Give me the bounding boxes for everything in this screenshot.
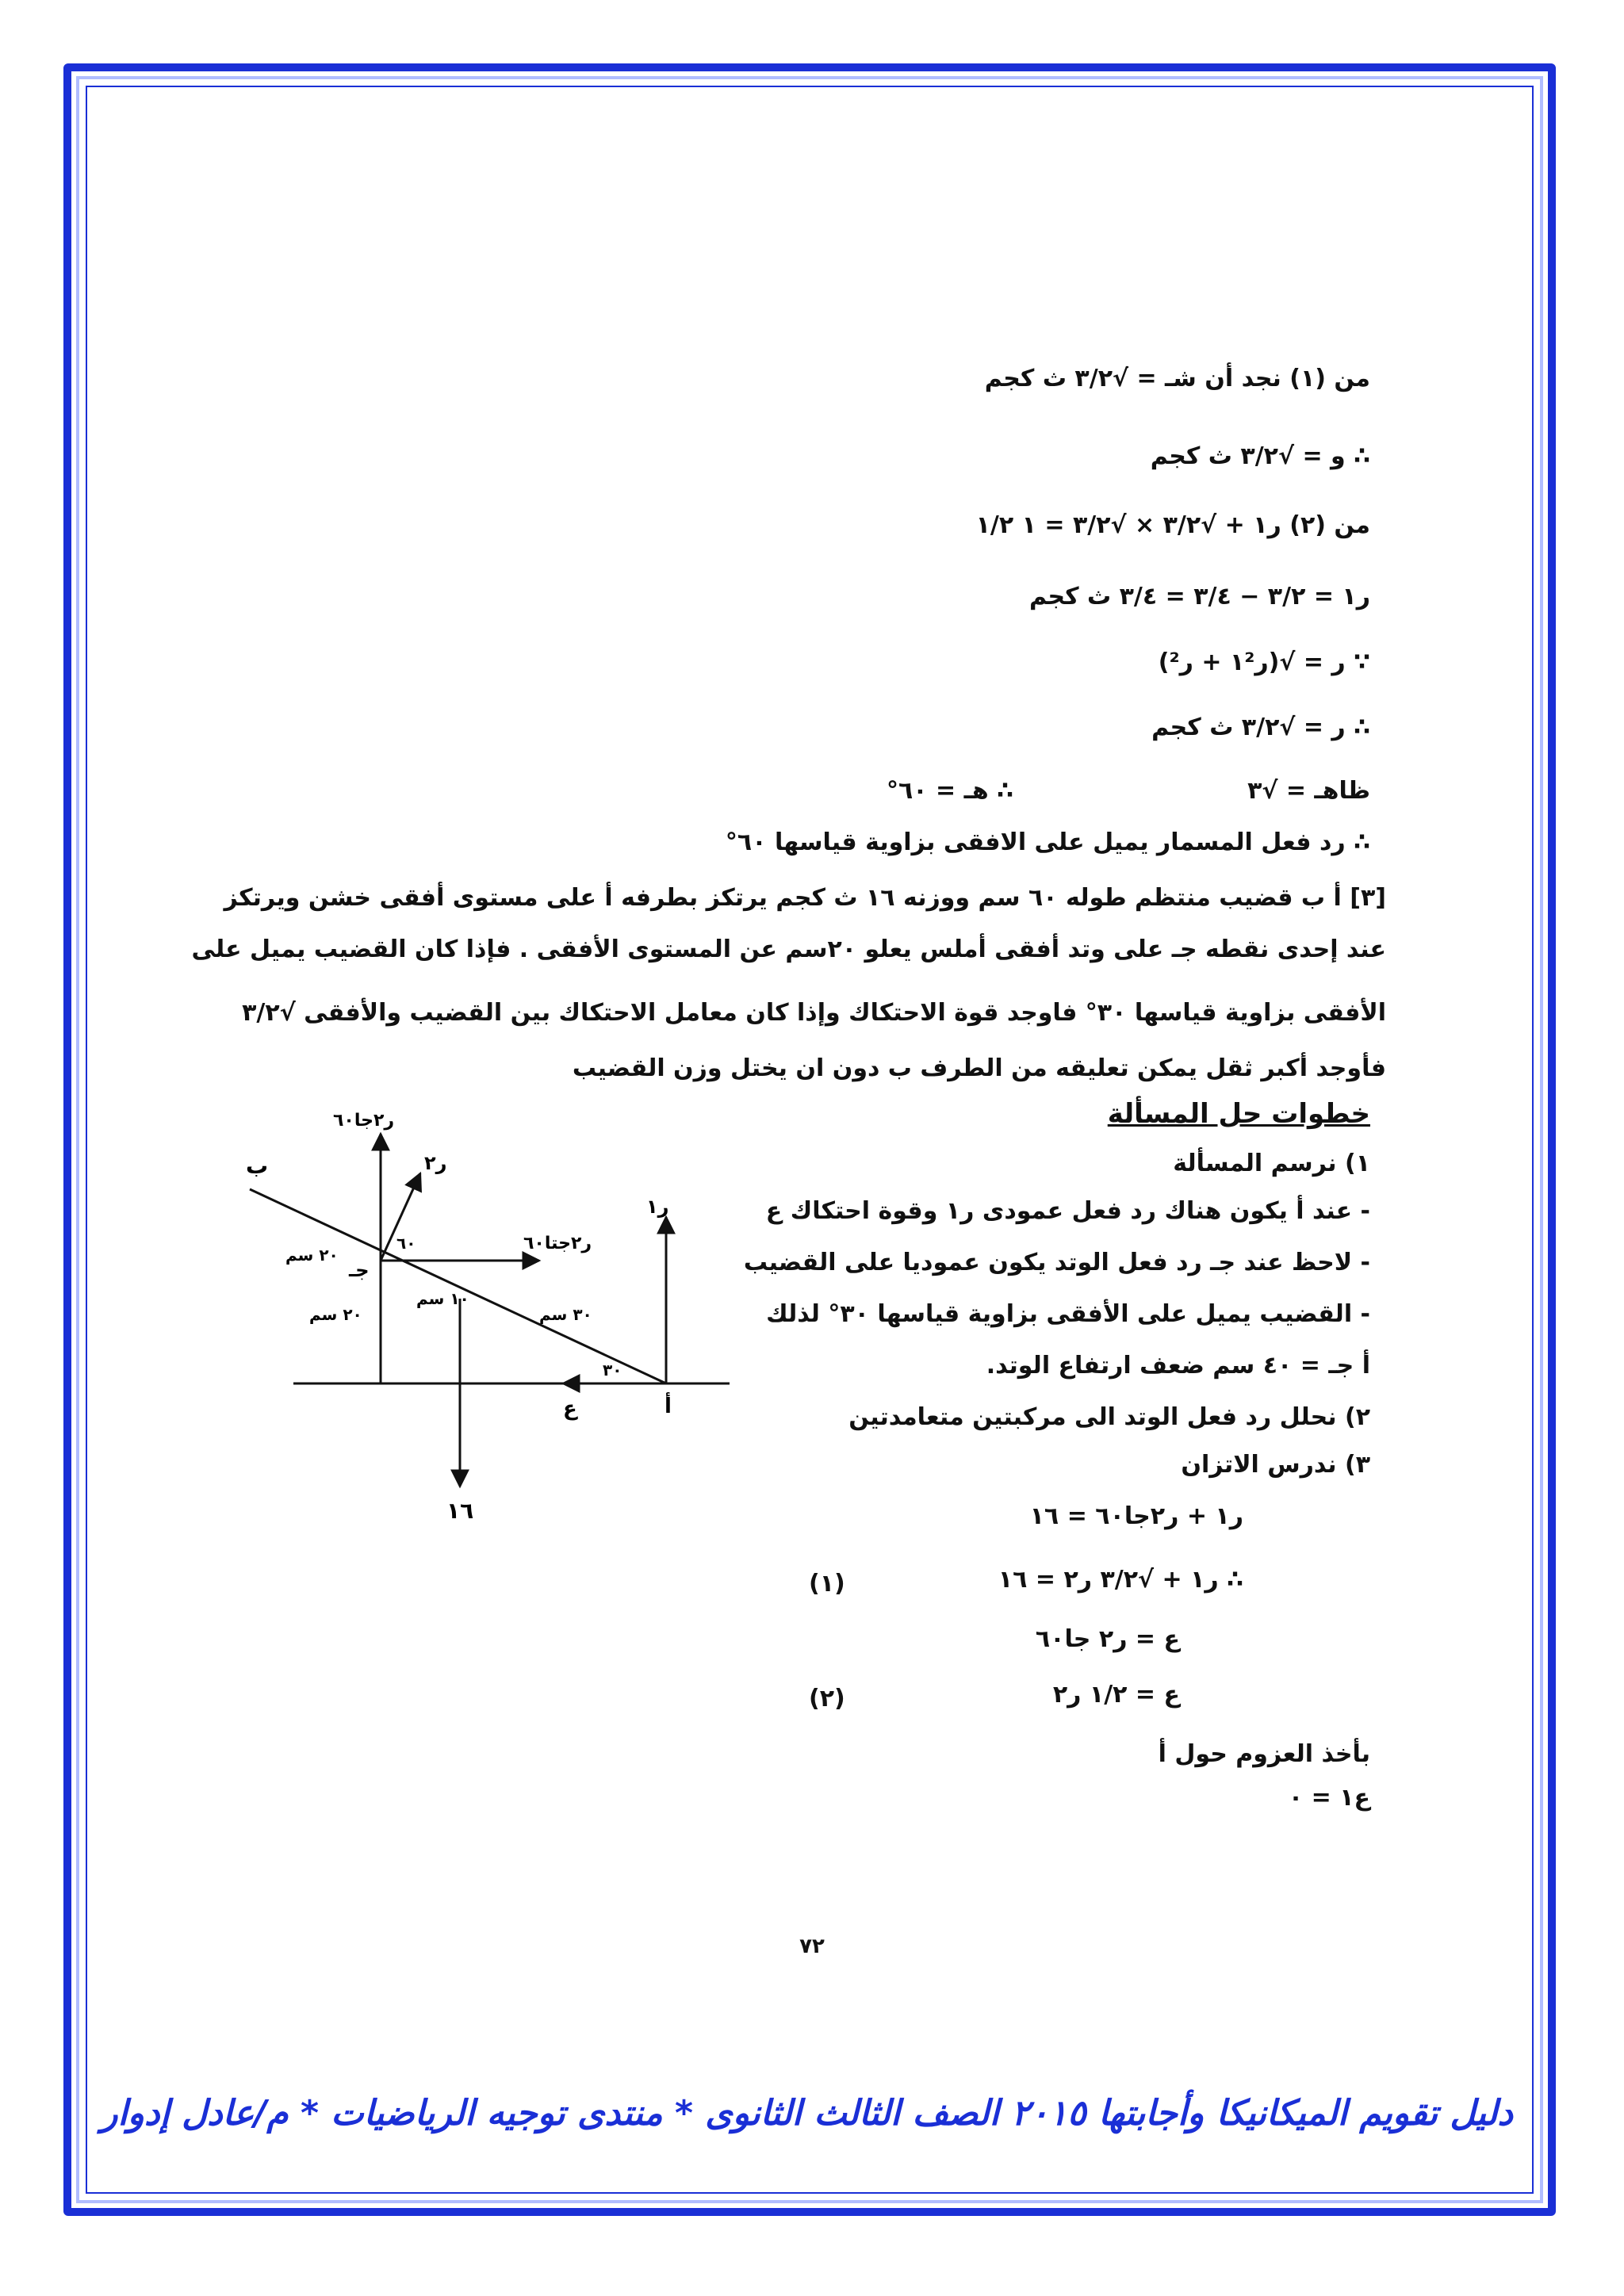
label-r2: ر٢: [424, 1152, 447, 1174]
equation-6: ع١ = ٠: [1288, 1784, 1370, 1812]
label-a: أ: [665, 1395, 672, 1418]
problem-line-3: الأفقى بزاوية قياسها ٣٠° فاوجد قوة الاحتكاك وإذا كان معامل الاحتكاك بين القضيب والأفقى √٣/٢: [242, 999, 1386, 1027]
problem-line-1: [٣] أ ب قضيب منتظم طوله ٦٠ سم ووزنه ١٦ ث كجم يرتكز بطرفه أ على مستوى أفقى خشن ويرتكز: [224, 884, 1386, 912]
step-2: ٢) نحلل رد فعل الوتد الى مركبتين متعامدتين: [848, 1403, 1370, 1431]
label-b: ب: [246, 1153, 269, 1179]
equation-1: ر١ + ر٢جا٦٠ = ١٦: [1029, 1502, 1243, 1530]
label-angle-60: ٦٠: [396, 1234, 416, 1253]
step-bullet-2: - لاحظ عند جـ رد فعل الوتد يكون عموديا على القضيب: [743, 1249, 1370, 1276]
step-bullet-4: أ جـ = ٤٠ سم ضعف ارتفاع الوتد.: [986, 1352, 1370, 1380]
label-r2-cos: ر٢جتا٦٠: [523, 1234, 592, 1253]
step-3: ٣) ندرس الاتزان: [1181, 1451, 1370, 1479]
step-bullet-3: - القضيب يميل على الأفقى بزاوية قياسها ٣٠° لذلك: [766, 1300, 1370, 1328]
label-j: جـ: [349, 1259, 370, 1281]
problem-line-2: عند إحدى نقطه جـ على وتد أفقى أملس يعلو ٢٠سم عن المستوى الأفقى . فإذا كان القضيب يميل على: [191, 936, 1386, 963]
force-diagram: [206, 1086, 753, 1562]
solution-line-5: ∵ ر = √(ر١² + ر²): [1158, 649, 1370, 676]
label-r1: ر١: [646, 1196, 669, 1218]
label-length-10: ١٠ سم: [416, 1289, 469, 1308]
equation-4: ع = ١/٢ ر٢: [1052, 1681, 1180, 1709]
label-r2-sin: ر٢جا٦٠: [333, 1111, 395, 1131]
page-number: ٧٢: [799, 1934, 825, 1958]
solution-line-2: ∴ و = √٣/٢ ث كجم: [1150, 442, 1370, 470]
step-bullet-1: - عند أ يكون هناك رد فعل عمودى ر١ وقوة احتكاك ع: [765, 1197, 1370, 1225]
problem-line-4: فأوجد أكبر ثقل يمكن تعليقه من الطرف ب دون ان يختل وزن القضيب: [572, 1054, 1386, 1082]
equation-number-1: (١): [809, 1570, 845, 1598]
solution-line-3: من (٢) ر١ + √٣/٢ × √٣/٢ = ١ ١/٢: [975, 511, 1370, 539]
solution-line-8: ∴ هـ = ٦٠°: [886, 777, 1013, 805]
label-length-20-top: ٢٠ سم: [285, 1246, 339, 1265]
label-angle-30: ٣٠: [603, 1360, 622, 1380]
solution-line-7: ظاهـ = √٣: [1247, 777, 1370, 805]
step-1: ١) نرسم المسألة: [1173, 1150, 1370, 1177]
rod-line: [250, 1189, 669, 1383]
label-length-30: ٣٠ سم: [539, 1305, 592, 1324]
steps-heading: خطوات حل المسألة: [1107, 1098, 1370, 1130]
equation-number-2: (٢): [809, 1685, 845, 1712]
solution-conclusion: ∴ رد فعل المسمار يميل على الافقى بزاوية قياسها ٦٠°: [725, 828, 1370, 856]
equation-2: ∴ ر١ + √٣/٢ ر٢ = ١٦: [998, 1566, 1243, 1594]
solution-line-1: من (١) نجد أن شـ = √٣/٢ ث كجم: [984, 365, 1370, 392]
equation-5: بأخذ العزوم حول أ: [1158, 1740, 1370, 1768]
label-length-20-bottom: ٢٠ سم: [309, 1305, 362, 1324]
footer-caption: دليل تقويم الميكانيكا وأجابتها ٢٠١٥ الصف الثالث الثانوى * منتدى توجيه الرياضيات * م/عادل إدوار: [101, 2093, 1513, 2133]
solution-line-4: ر١ = ٣/٢ − ٣/٤ = ٣/٤ ث كجم: [1028, 583, 1370, 610]
solution-line-6: ∴ ر = √٣/٢ ث كجم: [1151, 714, 1370, 741]
label-weight: ١٦: [446, 1498, 474, 1524]
equation-3: ع = ر٢ جا٦٠: [1035, 1625, 1180, 1653]
label-friction: ع: [563, 1397, 577, 1421]
